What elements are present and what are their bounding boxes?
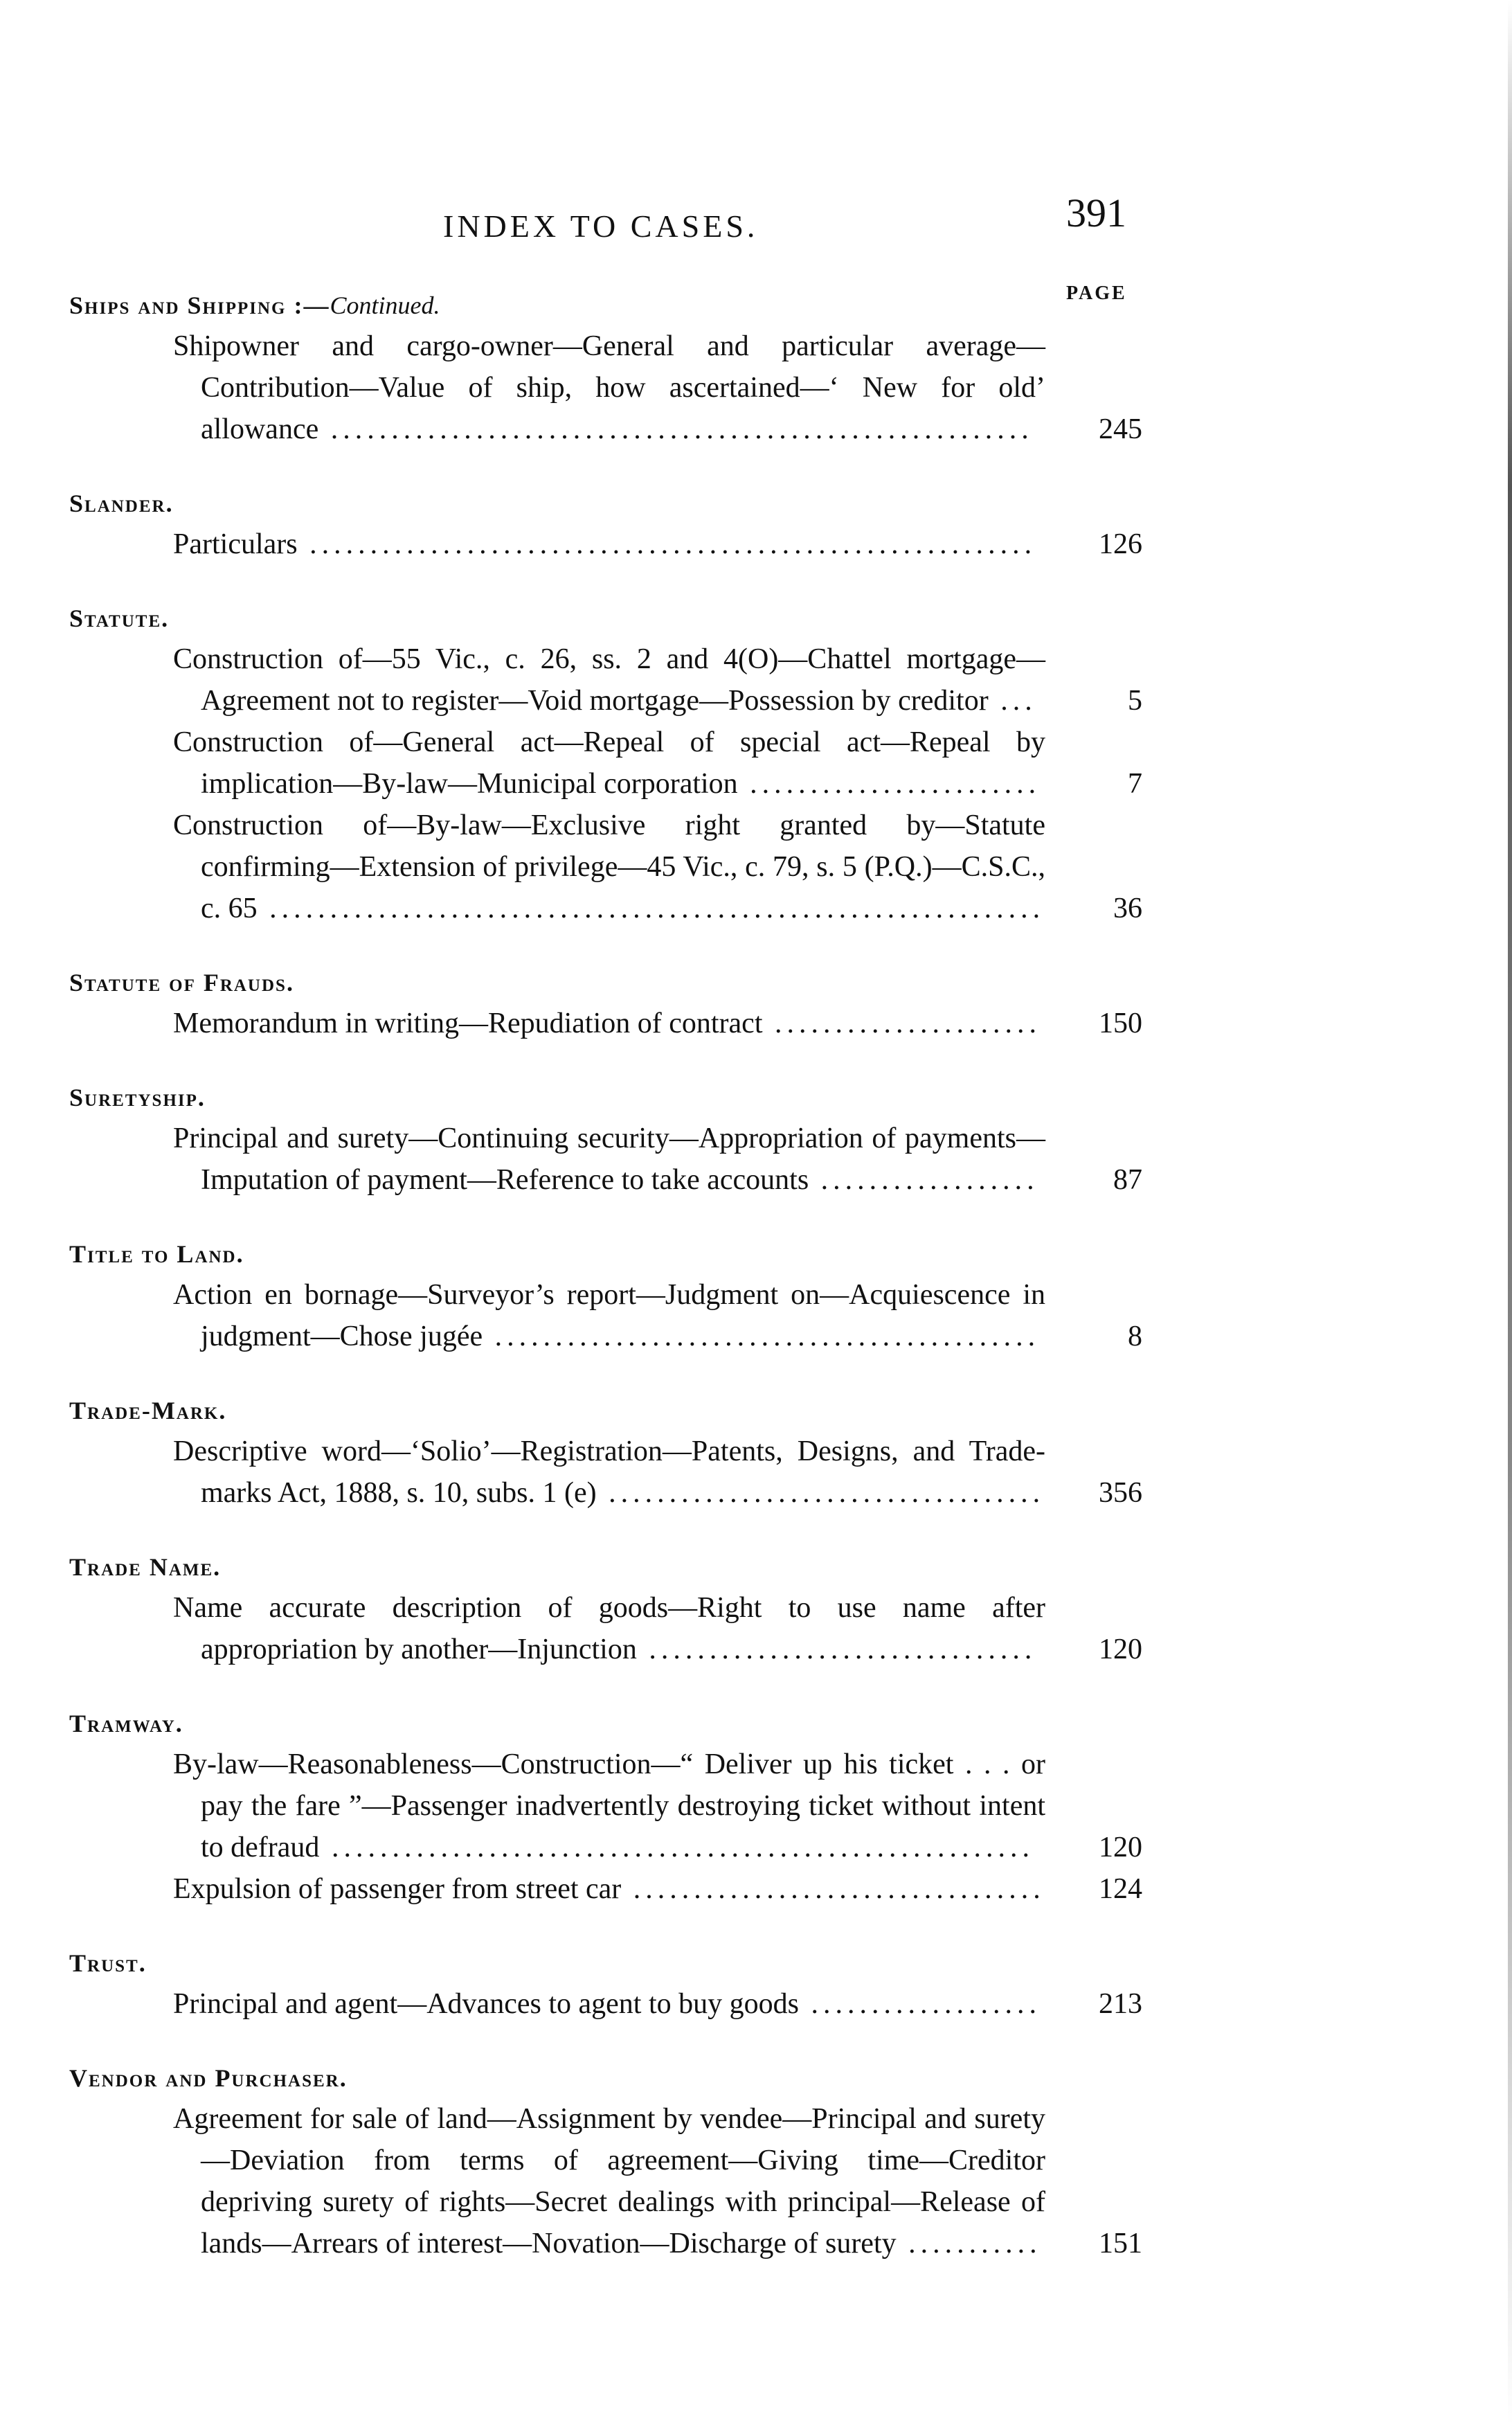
section-heading — [69, 2064, 1149, 2093]
section-heading — [69, 1552, 1149, 1582]
index-entry — [69, 1587, 1149, 1670]
entry-text: Particulars — [173, 528, 298, 560]
index-entry — [69, 805, 1149, 929]
section-heading-text: Statute of Frauds. — [69, 969, 294, 996]
entry-page-number: 7 — [1128, 768, 1142, 800]
index-entry — [69, 524, 1149, 565]
index-entry — [69, 1003, 1149, 1044]
entry-text: Name accurate description of goods—Right to use name after appropriation by another—Injunction — [173, 1592, 1045, 1665]
section-heading — [69, 604, 1149, 633]
section-heading — [69, 1083, 1149, 1112]
entry-text: Expulsion of passenger from street car — [173, 1873, 622, 1905]
dot-leaders: ... — [988, 685, 1037, 717]
index-entry — [69, 1983, 1149, 2025]
entry-text: Shipowner and cargo-owner—General and particular average—Contribution—Value of ship, how ascertained—‘ New for old’ allowance — [173, 330, 1045, 445]
index-entry — [69, 1744, 1149, 1868]
entry-page-number: 120 — [1099, 1832, 1142, 1863]
index-entry — [69, 1274, 1149, 1357]
section-heading-text: Slander. — [69, 490, 174, 517]
section-heading-text: Statute. — [69, 605, 170, 632]
section-heading-text: Suretyship. — [69, 1084, 206, 1111]
running-title: INDEX TO CASES. — [443, 208, 759, 244]
index-entry — [69, 2098, 1149, 2264]
entry-text: Principal and surety—Continuing security—Appropriation of payments—Imputation of payment—Reference to take accounts — [173, 1122, 1045, 1196]
entry-page-number: 120 — [1099, 1634, 1142, 1665]
entry-page-number: 8 — [1128, 1321, 1142, 1352]
section-heading — [69, 1949, 1149, 1978]
dot-leaders: .......................................................... — [319, 1832, 1034, 1863]
section-heading-text: Trust. — [69, 1949, 147, 1977]
dot-leaders: ................................................................ — [257, 893, 1045, 924]
entry-page-number: 150 — [1099, 1008, 1142, 1039]
section-heading-text: Vendor and Purchaser. — [69, 2064, 348, 2092]
page-column-label: PAGE — [1066, 283, 1127, 304]
dot-leaders: ............................................. — [483, 1321, 1041, 1352]
entry-page-number: 213 — [1099, 1988, 1142, 2020]
section-heading — [69, 1709, 1149, 1738]
dot-leaders: ............................................................ — [297, 528, 1037, 560]
dot-leaders: ................................ — [636, 1634, 1037, 1665]
section-heading-text: Title to Land. — [69, 1240, 244, 1268]
dot-leaders: .................................. — [621, 1873, 1045, 1905]
entry-page-number: 126 — [1099, 528, 1142, 560]
entry-text: Construction of—By-law—Exclusive right granted by—Statute confirming—Extension of privilege—45 Vic., c. 79, s. 5 (P.Q.)—C.S.C., c. 65 — [173, 809, 1045, 924]
entry-page-number: 5 — [1128, 685, 1142, 717]
entry-text: Construction of—General act—Repeal of special act—Repeal by implication—By-law—Municipal corporation — [173, 726, 1045, 800]
entry-text: Agreement for sale of land—Assignment by vendee—Principal and surety—Deviation from terms of agreement—Giving time—Creditor depriving surety of rights—Secret dealings with principal—Release of lands—Arrears of interest—Novation—Discharge of surety — [173, 2103, 1045, 2260]
section-heading-text: Tramway. — [69, 1710, 183, 1737]
section-heading-text: Trade-Mark. — [69, 1397, 227, 1424]
index-entry — [69, 325, 1149, 450]
dot-leaders: ...................... — [762, 1008, 1041, 1039]
binding-edge — [1508, 0, 1512, 2425]
section-heading-continued: Continued. — [330, 292, 440, 319]
entry-page-number: 36 — [1113, 893, 1142, 924]
section-heading — [69, 1396, 1149, 1425]
section-heading — [69, 1240, 1149, 1269]
section-heading — [69, 968, 1149, 997]
section-heading — [69, 291, 1149, 320]
index-entry — [69, 722, 1149, 805]
entry-text: Action en bornage—Surveyor’s report—Judgment on—Acquiescence in judgment—Chose jugée — [173, 1279, 1045, 1352]
section-heading — [69, 489, 1149, 518]
entry-page-number: 87 — [1113, 1164, 1142, 1196]
index-entry — [69, 1431, 1149, 1514]
entry-text: Principal and agent—Advances to agent to buy goods — [173, 1988, 799, 2020]
dot-leaders: ........................ — [737, 768, 1041, 800]
entry-page-number: 245 — [1099, 413, 1142, 445]
section-heading-text: Trade Name. — [69, 1553, 222, 1581]
dot-leaders: .................................... — [596, 1477, 1045, 1509]
index-entry — [69, 1118, 1149, 1201]
page-number: 391 — [1066, 190, 1126, 235]
entry-text: By-law—Reasonableness—Construction—“ Deliver up his ticket . . . or pay the fare ”—Passenger inadvertently destroying ticket without intent to defraud — [173, 1748, 1045, 1863]
dot-leaders: .......................................................... — [318, 413, 1034, 445]
entry-page-number: 151 — [1099, 2228, 1142, 2260]
entry-text: Memorandum in writing—Repudiation of contract — [173, 1008, 763, 1039]
dot-leaders: ................... — [798, 1988, 1041, 2020]
index-entry — [69, 1868, 1149, 1910]
entry-page-number: 356 — [1099, 1477, 1142, 1509]
entry-text: Construction of—55 Vic., c. 26, ss. 2 and 4(O)—Chattel mortgage—Agreement not to register—Void mortgage—Possession by creditor — [173, 643, 1045, 717]
entry-page-number: 124 — [1099, 1873, 1142, 1905]
section-heading-text: Ships and Shipping :— — [69, 292, 330, 319]
dot-leaders: ........... — [896, 2228, 1042, 2260]
index-list — [69, 291, 1149, 2264]
index-entry — [69, 638, 1149, 722]
dot-leaders: .................. — [809, 1164, 1039, 1196]
entry-text: Descriptive word—‘Solio’—Registration—Patents, Designs, and Trade-marks Act, 1888, s. 10, subs. 1 (e) — [173, 1435, 1045, 1509]
